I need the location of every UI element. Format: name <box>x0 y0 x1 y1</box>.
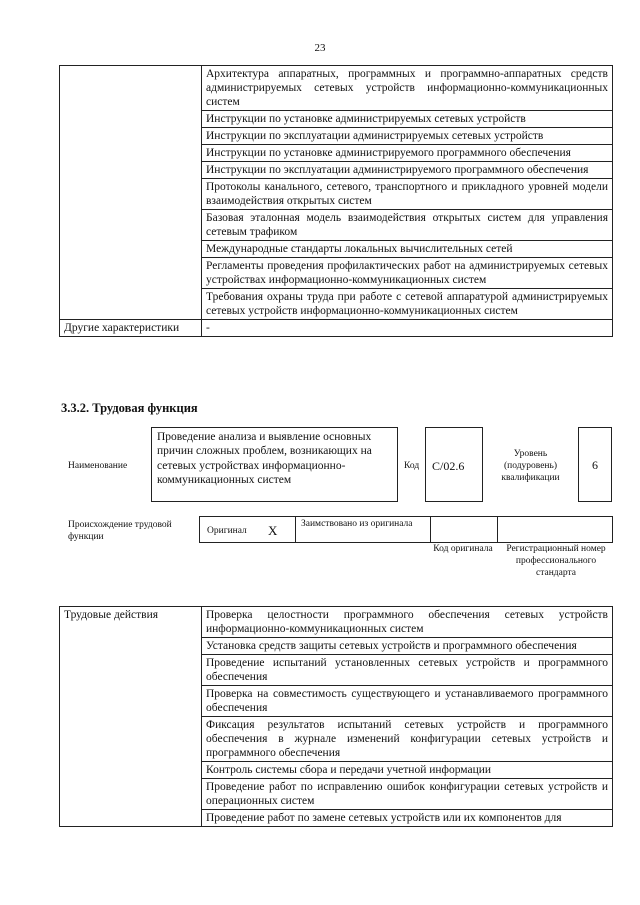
origin-table <box>199 516 613 543</box>
divider <box>497 516 498 543</box>
labor-actions-label: Трудовые действия <box>60 607 202 827</box>
page-number: 23 <box>314 42 326 54</box>
qualification-level-label: Уровень (подуровень) квалификации <box>501 449 560 483</box>
table-row <box>60 66 613 111</box>
original-mark: X <box>268 523 278 538</box>
table-row <box>60 607 613 638</box>
table-cell: Требования охраны труда при работе с сетевой аппаратурой администрируемых сетевых устройств информационно-коммуникационных систем <box>202 289 613 320</box>
code-value-box: C/02.6 <box>425 427 483 502</box>
table-cell: Инструкции по эксплуатации администрируемого программного обеспечения <box>202 162 613 179</box>
table-cell: Архитектура аппаратных, программных и программно-аппаратных средств администрируемых сетевых устройств информационно-коммуникационных систем <box>202 66 613 111</box>
origin-code-caption: Код оригинала <box>433 544 493 554</box>
table-cell: Проведение работ по замене сетевых устройств или их компонентов для <box>202 810 613 827</box>
table-cell: Проведение испытаний установленных сетевых устройств и программного обеспечения <box>202 655 613 686</box>
knowledge-table <box>59 65 613 337</box>
other-characteristics-label: Другие характеристики <box>60 320 202 337</box>
divider <box>430 516 431 543</box>
other-characteristics-value: - <box>202 320 613 337</box>
table-cell: Базовая эталонная модель взаимодействия открытых систем для управления сетевым трафиком <box>202 210 613 241</box>
table-cell: Регламенты проведения профилактических работ на администрируемых сетевых устройствах информационно-коммуникационных систем <box>202 258 613 289</box>
origin-label: Происхождение трудовой функции <box>68 520 172 542</box>
qualification-level-box: 6 <box>578 427 612 502</box>
table-cell: Проверка целостности программного обеспечения сетевых устройств информационно-коммуникационных систем <box>202 607 613 638</box>
table-cell: Международные стандарты локальных вычислительных сетей <box>202 241 613 258</box>
original-label: Оригинал <box>207 526 247 536</box>
table-cell: Фиксация результатов испытаний сетевых устройств и программного обеспечения в журнале изменений конфигурации сетевых устройств и программного обеспечения <box>202 717 613 762</box>
table-cell: Установка средств защиты сетевых устройств и программного обеспечения <box>202 638 613 655</box>
name-label: Наименование <box>68 461 128 471</box>
code-label: Код <box>404 461 420 471</box>
section-heading: 3.3.2. Трудовая функция <box>61 401 198 415</box>
table-cell: Проверка на совместимость существующего и устанавливаемого программного обеспечения <box>202 686 613 717</box>
divider <box>295 516 296 543</box>
table-cell: Контроль системы сбора и передачи учетной информации <box>202 762 613 779</box>
labor-actions-table <box>59 606 613 827</box>
registration-number-caption: Регистрационный номер профессионального стандарта <box>506 544 606 578</box>
table-cell: Инструкции по установке администрируемых сетевых устройств <box>202 111 613 128</box>
function-name-box: Проведение анализа и выявление основных причин сложных проблем, возникающих на сетевых устройствах информационно-коммуникационных систем <box>151 427 398 502</box>
borrowed-label: Заимствовано из оригинала <box>301 519 413 529</box>
table-cell: Протоколы канального, сетевого, транспортного и прикладного уровней модели взаимодействия открытых систем <box>202 179 613 210</box>
table-cell: Проведение работ по исправлению ошибок конфигурации сетевых устройств и операционных систем <box>202 779 613 810</box>
table-cell: Инструкции по установке администрируемого программного обеспечения <box>202 145 613 162</box>
table-row <box>60 320 613 337</box>
table-label-cell <box>60 66 202 320</box>
table-cell: Инструкции по эксплуатации администрируемых сетевых устройств <box>202 128 613 145</box>
